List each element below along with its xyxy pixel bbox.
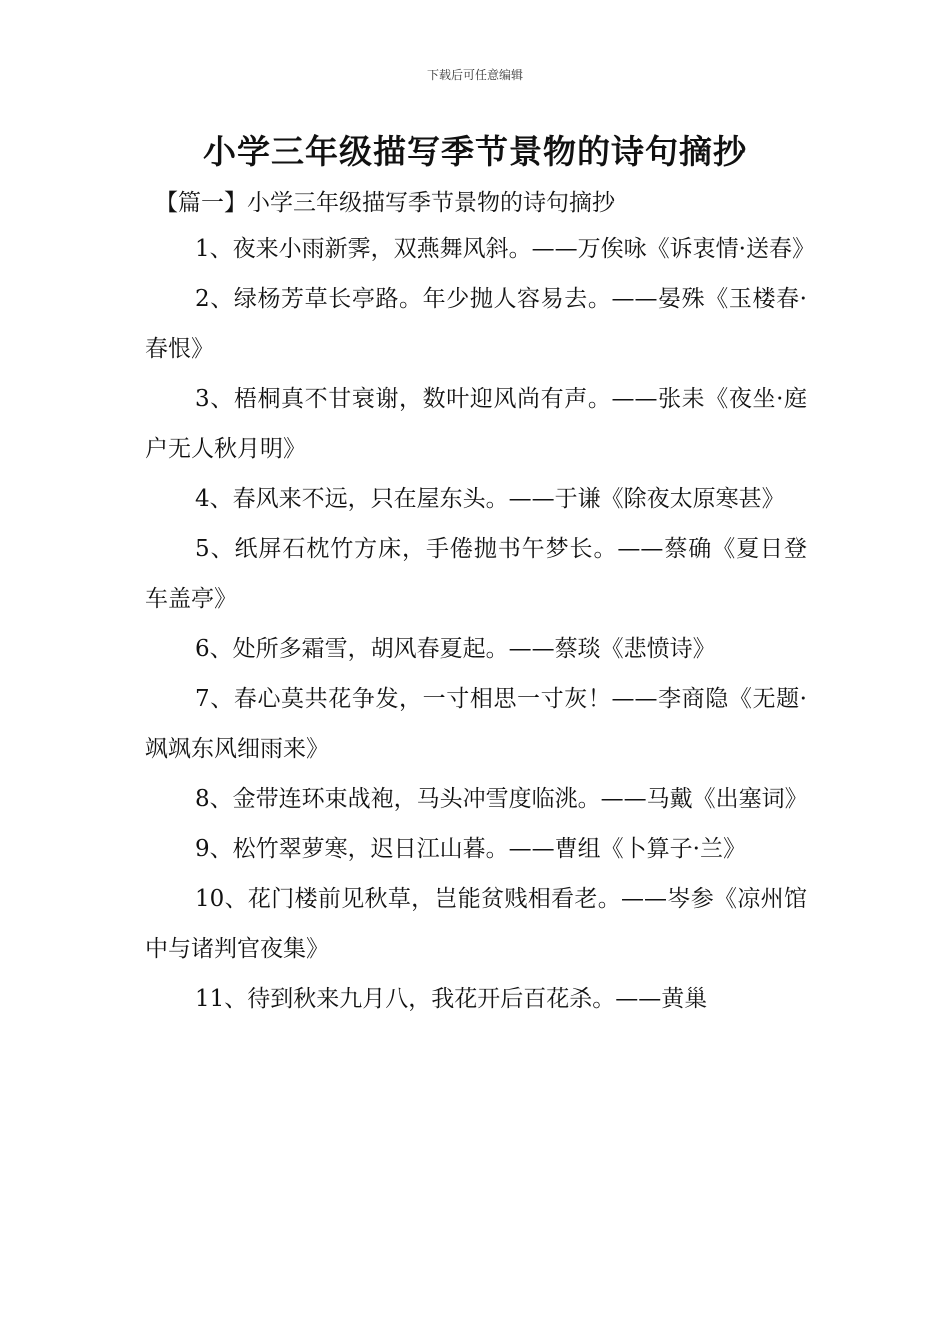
poem-entry: 7、春心莫共花争发，一寸相思一寸灰！——李商隐《无题·飒飒东风细雨来》 bbox=[145, 686, 807, 762]
poem-entry: 4、春风来不远，只在屋东头。——于谦《除夜太原寒甚》 bbox=[195, 486, 785, 512]
poem-entry: 8、金带连环束战袍，马头冲雪度临洮。——马戴《出塞词》 bbox=[195, 786, 808, 812]
poem-entry: 3、梧桐真不甘衰谢，数叶迎风尚有声。——张耒《夜坐·庭户无人秋月明》 bbox=[145, 386, 807, 462]
poem-list bbox=[145, 224, 815, 1024]
poem-entry: 5、纸屏石枕竹方床，手倦抛书午梦长。——蔡确《夏日登车盖亭》 bbox=[145, 536, 807, 612]
document-title: 小学三年级描写季节景物的诗句摘抄 bbox=[203, 132, 747, 171]
poem-entry: 11、待到秋来九月八，我花开后百花杀。——黄巢 bbox=[195, 986, 708, 1012]
poem-entry: 6、处所多霜雪，胡风春夏起。——蔡琰《悲愤诗》 bbox=[195, 636, 716, 662]
poem-entry: 9、松竹翠萝寒，迟日江山暮。——曹组《卜算子·兰》 bbox=[195, 836, 746, 862]
poem-entry: 2、绿杨芳草长亭路。年少抛人容易去。——晏殊《玉楼春·春恨》 bbox=[145, 286, 807, 362]
section-heading: 【篇一】小学三年级描写季节景物的诗句摘抄 bbox=[155, 190, 615, 216]
poem-entry: 1、夜来小雨新霁，双燕舞风斜。——万俟咏《诉衷情·送春》 bbox=[195, 236, 815, 262]
header-note: 下载后可任意编辑 bbox=[426, 68, 523, 82]
poem-entry: 10、花门楼前见秋草，岂能贫贱相看老。——岑参《凉州馆中与诸判官夜集》 bbox=[145, 886, 807, 962]
